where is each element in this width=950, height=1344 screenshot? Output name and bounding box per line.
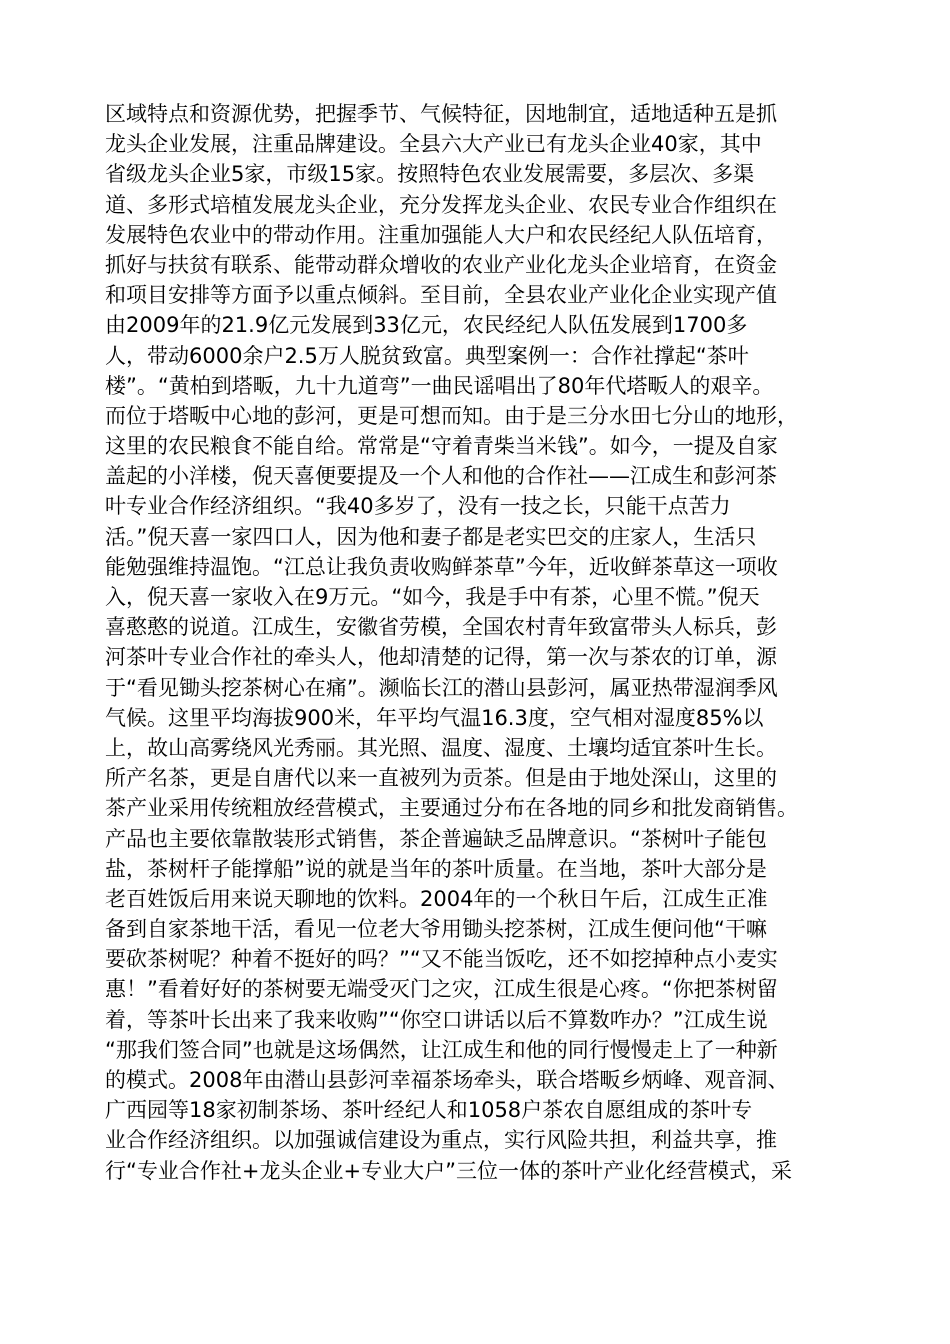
text-line: 着，等茶叶长出来了我来收购”“你空口讲话以后不算数咋办？”江成生说	[105, 1007, 768, 1032]
text-line: 茶产业采用传统粗放经营模式，主要通过分布在各地的同乡和批发商销售。	[105, 796, 798, 821]
text-line: 于“看见锄头挖茶树心在痛”。濒临长江的潜山县彭河，属亚热带湿润季风	[105, 675, 778, 700]
text-line: 龙头企业发展，注重品牌建设。全县六大产业已有龙头企业40家，其中	[105, 132, 762, 157]
text-line: 的模式。2008年由潜山县彭河幸福茶场牵头，联合塔畈乡炳峰、观音洞、	[105, 1068, 789, 1092]
text-line: 业合作经济组织。以加强诚信建设为重点，实行风险共担，利益共享，推	[105, 1128, 777, 1153]
text-line: 活。”倪天喜一家四口人，因为他和妻子都是老实巴交的庄家人，生活只	[105, 524, 757, 549]
text-line: “那我们签合同”也就是这场偶然，让江成生和他的同行慢慢走上了一种新	[105, 1037, 778, 1062]
text-line: 能勉强维持温饱。“江总让我负责收购鲜茶草”今年，近收鲜茶草这一项收	[105, 554, 778, 579]
text-line: 入，倪天喜一家收入在9万元。“如今，我是手中有茶，心里不慌。”倪天	[105, 585, 760, 609]
text-line: 行“专业合作社+龙头企业+专业大户”三位一体的茶叶产业化经营模式，采	[105, 1158, 792, 1183]
text-line: 而位于塔畈中心地的彭河，更是可想而知。由于是三分水田七分山的地形，	[105, 403, 798, 428]
text-line: 产品也主要依靠散装形式销售，茶企普遍缺乏品牌意识。“茶树叶子能包	[105, 826, 767, 851]
text-line: 盐，茶树杆子能撑船”说的就是当年的茶叶质量。在当地，茶叶大部分是	[105, 856, 767, 881]
text-line: 省级龙头企业5家，市级15家。按照特色农业发展需要，多层次、多渠	[105, 162, 755, 187]
text-line: 楼”。“黄柏到塔畈，九十九道弯”一曲民谣唱出了80年代塔畈人的艰辛。	[105, 373, 774, 398]
text-line: 盖起的小洋楼，倪天喜便要提及一个人和他的合作社——江成生和彭河茶	[105, 464, 777, 489]
text-line: 区域特点和资源优势，把握季节、气候特征，因地制宜，适地适种五是抓	[105, 102, 777, 126]
text-line: 人，带动6000余户2.5万人脱贫致富。典型案例一：合作社撑起“茶叶	[105, 343, 749, 368]
text-line: 这里的农民粮食不能自给。常常是“守着青柴当米钱”。如今，一提及自家	[105, 434, 778, 459]
text-line: 气候。这里平均海拔900米，年平均气温16.3度，空气相对湿度85%以	[105, 705, 764, 730]
body-text	[105, 99, 875, 1186]
text-line: 道、多形式培植发展龙头企业，充分发挥龙头企业、农民专业合作组织在	[105, 192, 777, 217]
text-line: 抓好与扶贫有联系、能带动群众增收的农业产业化龙头企业培育，在资金	[105, 252, 777, 277]
text-line: 发展特色农业中的带动作用。注重加强能人大户和农民经纪人队伍培育，	[105, 222, 777, 247]
text-line: 叶专业合作经济组织。“我40多岁了，没有一技之长，只能干点苦力	[105, 494, 731, 519]
text-line: 喜憨憨的说道。江成生，安徽省劳模，全国农村青年致富带头人标兵，彭	[105, 615, 777, 640]
text-line: 老百姓饭后用来说天聊地的饮料。2004年的一个秋日午后，江成生正准	[105, 886, 768, 911]
text-line: 广西园等18家初制茶场、茶叶经纪人和1058户茶农自愿组成的茶叶专	[105, 1098, 753, 1123]
text-line: 由2009年的21.9亿元发展到33亿元，农民经纪人队伍发展到1700多	[105, 313, 748, 338]
text-line: 惠！”看着好好的茶树要无端受灭门之灾，江成生很是心疼。“你把茶树留	[105, 977, 778, 1002]
text-line: 备到自家茶地干活，看见一位老大爷用锄头挖茶树，江成生便问他“干嘛	[105, 917, 767, 942]
text-line: 和项目安排等方面予以重点倾斜。至目前，全县农业产业化企业实现产值	[105, 283, 777, 308]
text-line: 上，故山高雾绕风光秀丽。其光照、温度、湿度、土壤均适宜茶叶生长。	[105, 735, 777, 760]
text-line: 河茶叶专业合作社的牵头人，他却清楚的记得，第一次与茶农的订单，源	[105, 645, 777, 670]
text-line: 要砍茶树呢？种着不挺好的吗？”“又不能当饭吃，还不如挖掉种点小麦实	[105, 947, 778, 972]
text-line: 所产名茶，更是自唐代以来一直被列为贡茶。但是由于地处深山，这里的	[105, 766, 777, 791]
